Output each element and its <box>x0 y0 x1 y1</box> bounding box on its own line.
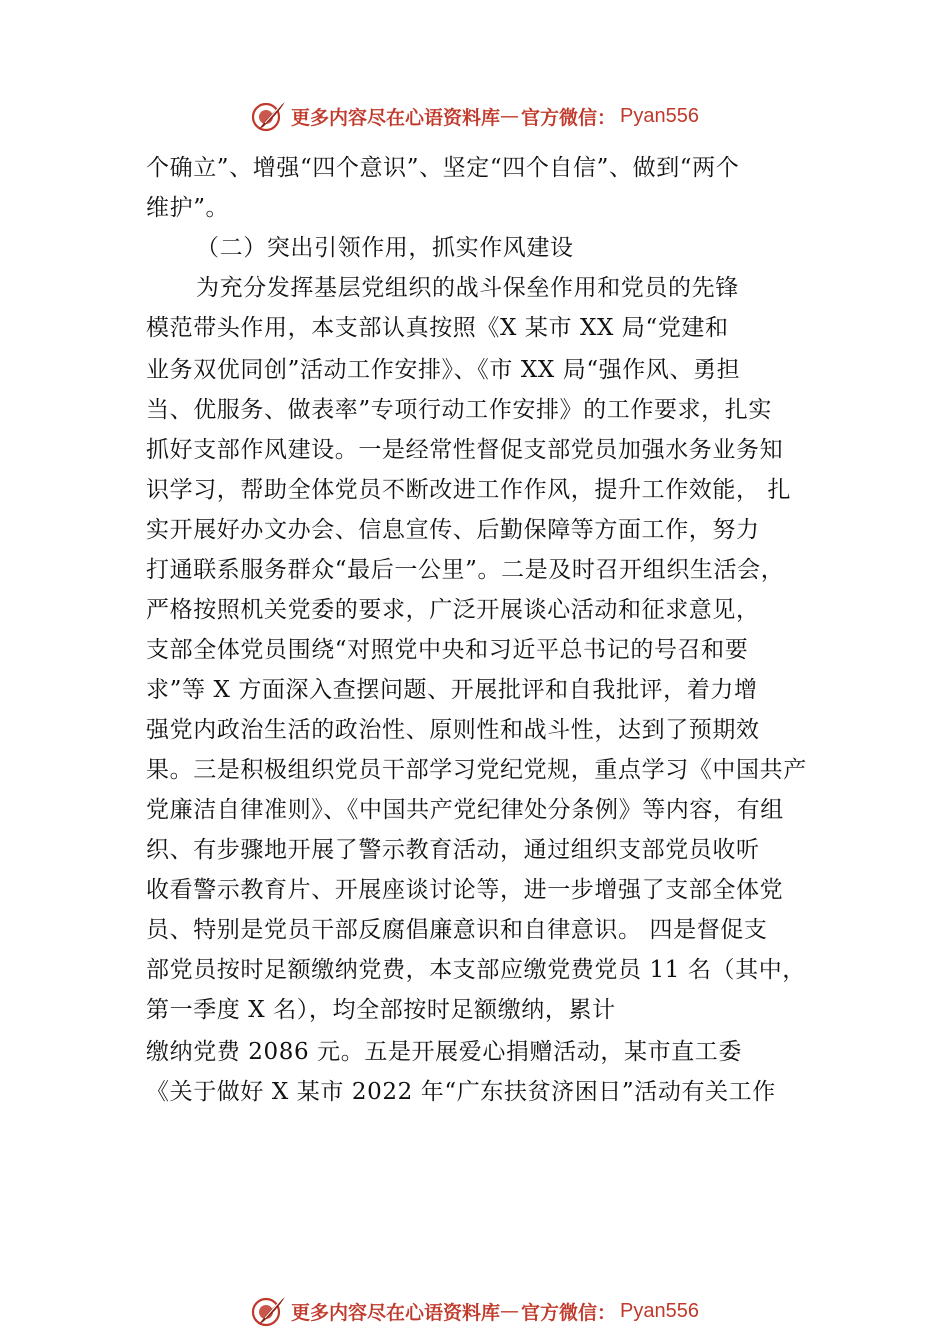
body-line: 实开展好办文办会、信息宣传、后勤保障等方面工作，努力 <box>146 517 760 543</box>
body-line: 求”等 X 方面深入查摆问题、开展批评和自我批评，着力增 <box>146 677 758 703</box>
body-line: 模范带头作用，本支部认真按照《X 某市 XX 局“党建和 <box>146 315 729 341</box>
banner-site-name: 更多内容尽在心语资料库 <box>291 1301 501 1324</box>
body-line: 严格按照机关党委的要求，广泛开展谈心活动和征求意见， <box>146 597 760 623</box>
body-line: 缴纳党费 2086 元。五是开展爱心捐赠活动，某市直工委 <box>146 1039 742 1065</box>
body-line: 为充分发挥基层党组织的战斗保垒作用和党员的先锋 <box>196 275 739 301</box>
body-line: 收看警示教育片、开展座谈讨论等，进一步增强了支部全体党 <box>146 877 784 903</box>
body-line: 党廉洁自律准则》、《中国共产党纪律处分条例》等内容，有组 <box>146 797 784 823</box>
banner-wechat-id: Pyan556 <box>620 1299 699 1322</box>
footer-banner <box>0 1291 950 1331</box>
body-line: 打通联系服务群众“最后一公里”。二是及时召开组织生活会， <box>146 557 785 583</box>
body-line: 当、优服务、做表率”专项行动工作安排》的工作要求，扎实 <box>146 397 772 423</box>
body-line: 个确立”、增强“四个意识”、坚定“四个自信”、做到“两个 <box>146 155 740 181</box>
body-line: 维护”。 <box>146 195 230 221</box>
section-heading: （二）突出引领作用，抓实作风建设 <box>196 235 574 261</box>
body-line: 支部全体党员围绕“对照党中央和习近平总书记的号召和要 <box>146 637 749 663</box>
banner-site-name: 更多内容尽在心语资料库 <box>291 106 501 129</box>
body-line: 强党内政治生活的政治性、原则性和战斗性，达到了预期效 <box>146 717 760 743</box>
body-line: 《关于做好 X 某市 2022 年“广东扶贫济困日”活动有关工作 <box>146 1079 776 1105</box>
body-line: 部党员按时足额缴纳党费，本支部应缴党费党员 11 名（其中， <box>146 957 806 983</box>
body-line: 第一季度 X 名），均全部按时足额缴纳，累计 <box>146 997 616 1023</box>
body-line: 抓好支部作风建设。一是经常性督促支部党员加强水务业务知 <box>146 437 784 463</box>
body-line: 果。三是积极组织党员干部学习党纪党规，重点学习《中国共产 <box>146 757 807 783</box>
banner-wechat-label: 官方微信： <box>521 1301 617 1324</box>
banner-wechat-label: 官方微信： <box>521 106 617 129</box>
quill-logo-icon <box>251 1294 287 1328</box>
body-line: 识学习，帮助全体党员不断改进工作作风，提升工作效能， 扎 <box>146 477 792 503</box>
banner-wechat-id: Pyan556 <box>620 104 699 127</box>
body-line: 织、有步骤地开展了警示教育活动，通过组织支部党员收听 <box>146 837 760 863</box>
banner-dash: — <box>500 1300 520 1322</box>
body-line: 员、特别是党员干部反腐倡廉意识和自律意识。 四是督促支 <box>146 917 768 943</box>
body-line: 业务双优同创”活动工作安排》、《市 XX 局“强作风、勇担 <box>146 357 741 383</box>
banner-dash: — <box>500 105 520 127</box>
